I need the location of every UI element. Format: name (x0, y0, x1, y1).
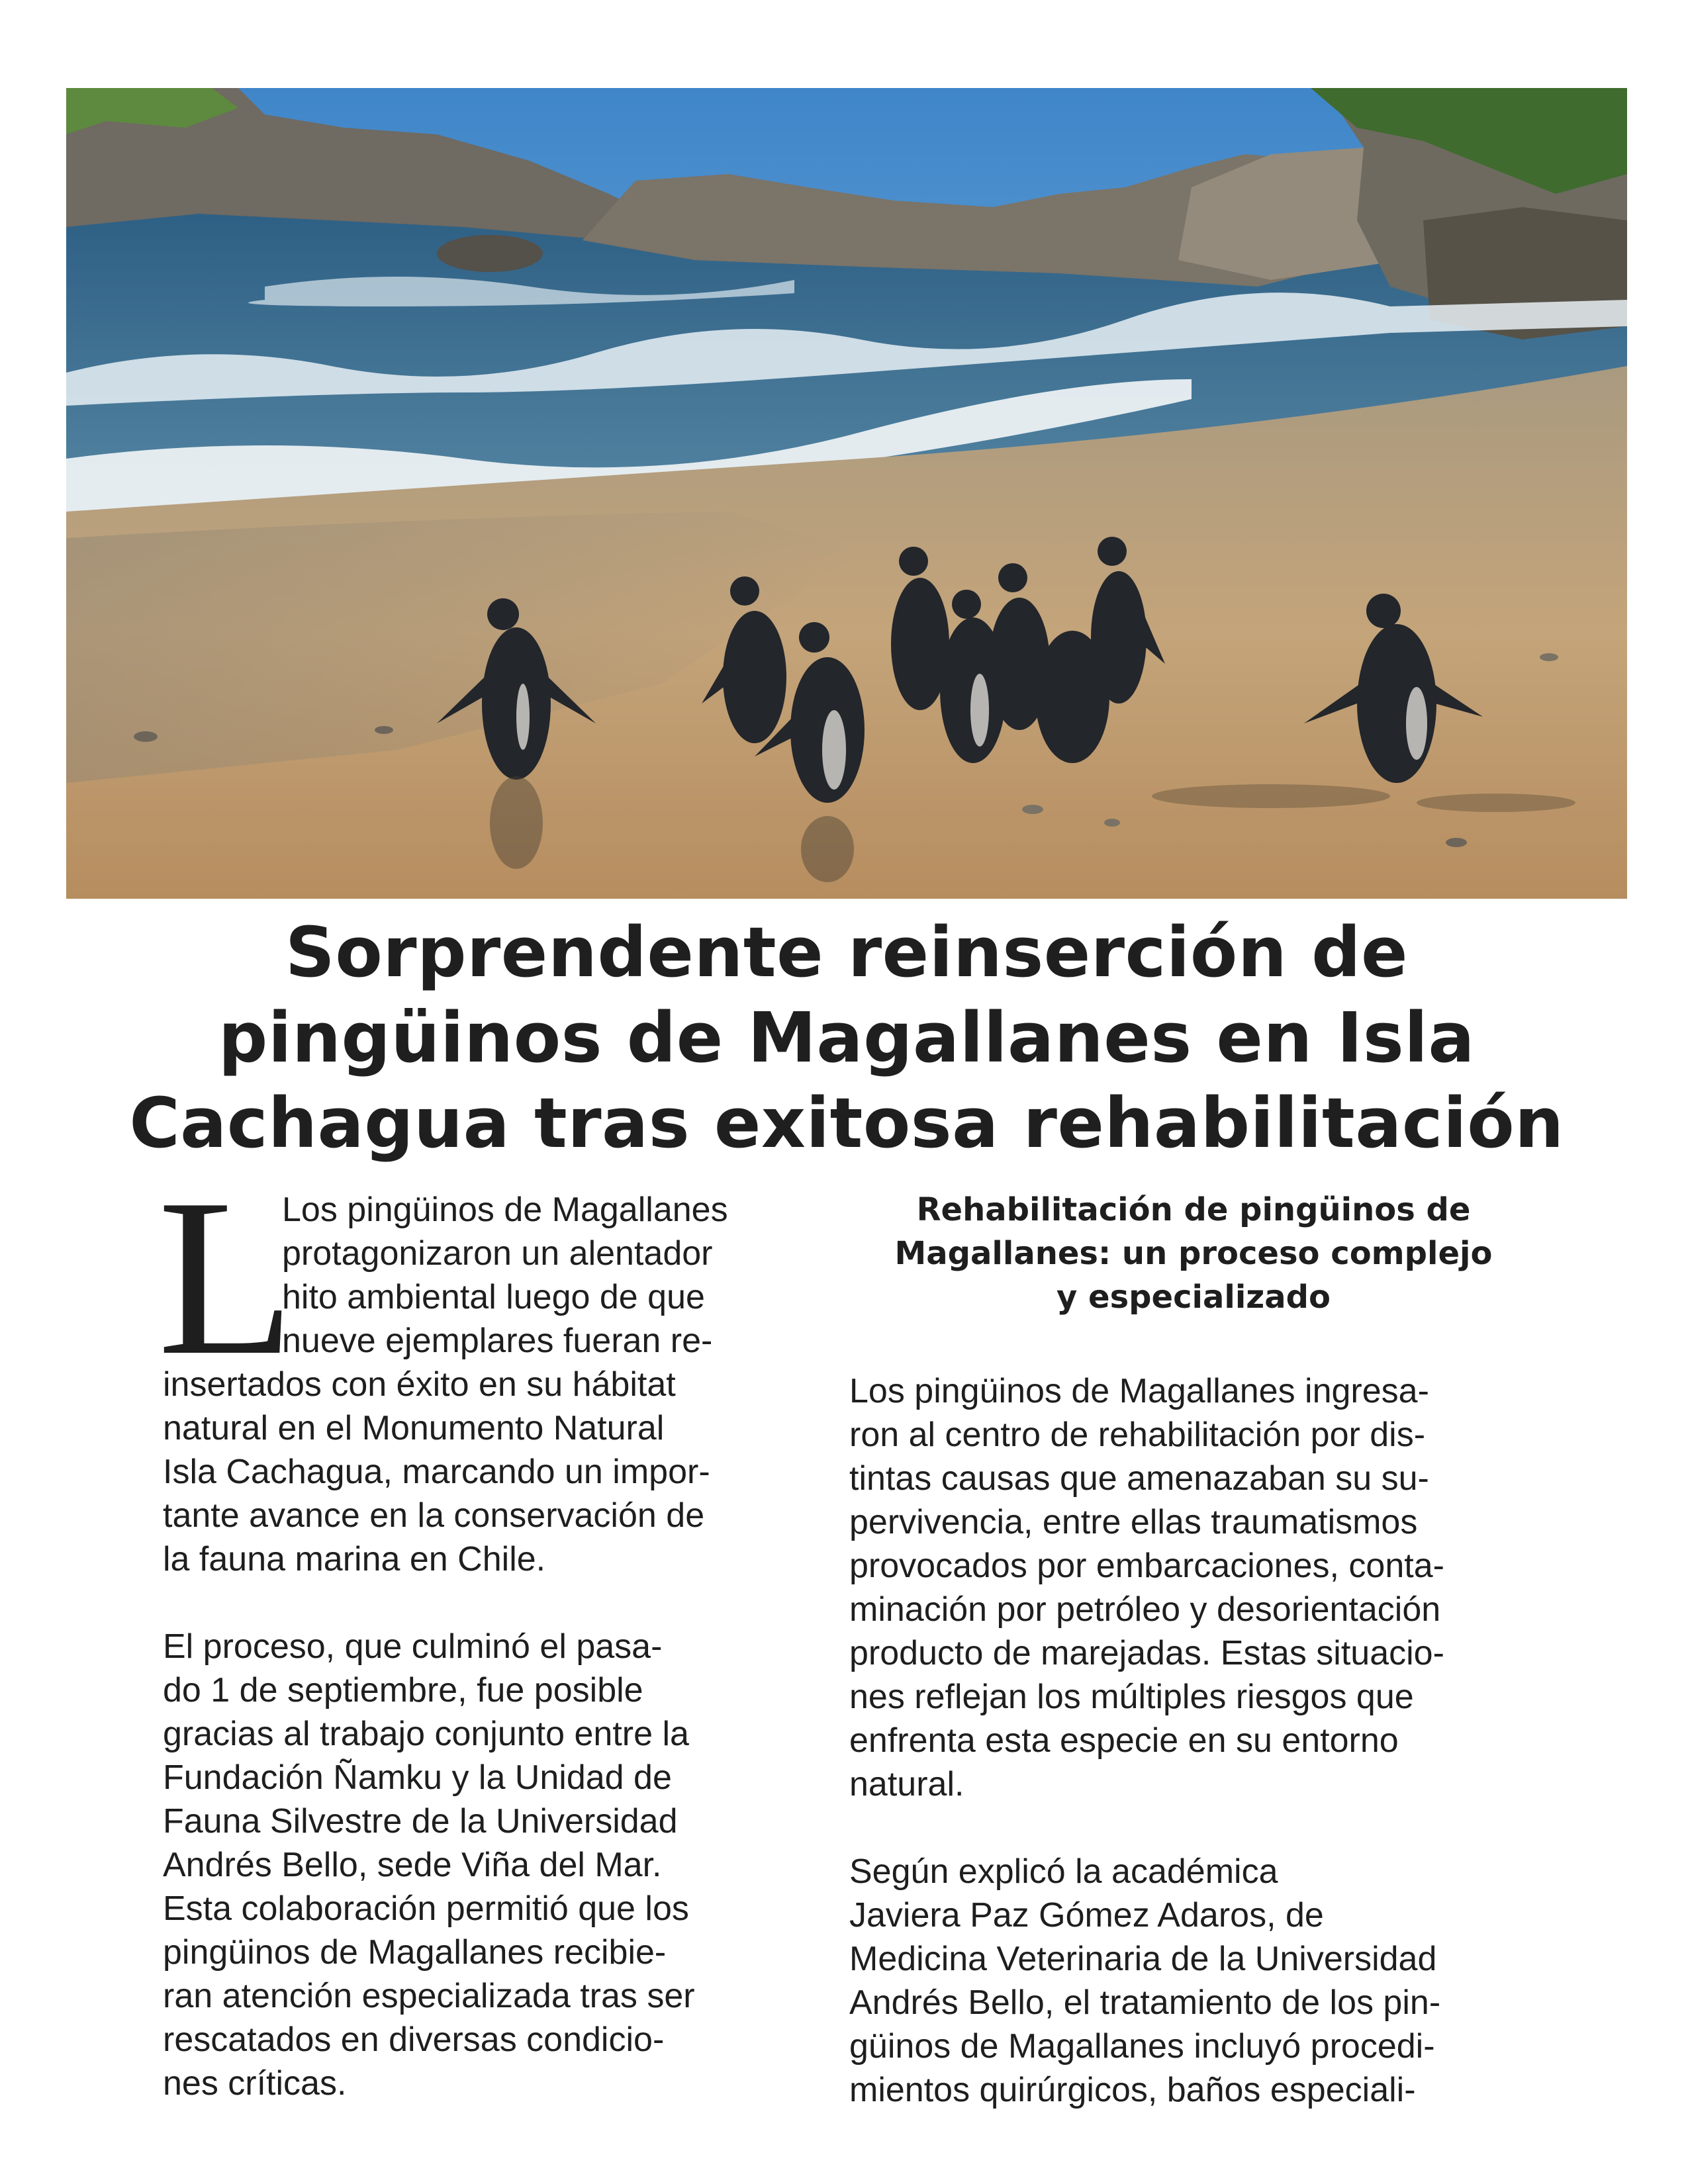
text-line: Fundación Ñamku y la Unidad de (163, 1758, 672, 1797)
text-line: natural. (849, 1765, 964, 1803)
text-line: hito ambiental luego de que (282, 1278, 705, 1316)
text-line: natural en el Monumento Natural (163, 1409, 665, 1447)
paragraph (163, 1188, 782, 1581)
text-line: ron al centro de rehabilitación por dis- (849, 1416, 1426, 1454)
text-line: mientos quirúrgicos, baños especiali- (849, 2071, 1416, 2109)
text-line: Esta colaboración permitió que los (163, 1889, 689, 1928)
text-line: tintas causas que amenazaban su su- (849, 1459, 1429, 1498)
text-line: protagonizaron un alentador (282, 1234, 713, 1273)
text-line: nueve ejemplares fueran re- (282, 1322, 713, 1360)
text-line: Los pingüinos de Magallanes (282, 1191, 728, 1229)
text-line: ran atención especializada tras ser (163, 1977, 695, 2015)
text-line: do 1 de septiembre, fue posible (163, 1671, 643, 1709)
article-headline (66, 910, 1627, 1166)
text-line: Los pingüinos de Magallanes ingresa- (849, 1372, 1429, 1410)
text-line: Andrés Bello, el tratamiento de los pin- (849, 1983, 1441, 2022)
headline-line: Sorprendente reinserción de (285, 912, 1409, 993)
text-line: güinos de Magallanes incluyó procedi- (849, 2027, 1435, 2066)
paragraph (849, 1850, 1538, 2112)
penguins-beach-illustration (66, 88, 1627, 899)
headline-line: pingüinos de Magallanes en Isla (218, 997, 1476, 1078)
subheading-line: Magallanes: un proceso complejo (894, 1235, 1493, 1272)
text-line: pervivencia, entre ellas traumatismos (849, 1503, 1418, 1541)
subheading-line: Rehabilitación de pingüinos de (916, 1191, 1471, 1228)
headline-line: Cachagua tras exitosa rehabilitación (129, 1083, 1564, 1163)
text-line: enfrenta esta especie en su entorno (849, 1721, 1399, 1760)
paragraph (163, 1625, 782, 2105)
text-line: El proceso, que culminó el pasa- (163, 1627, 663, 1666)
text-line: producto de marejadas. Estas situacio- (849, 1634, 1444, 1672)
article-photo (66, 88, 1627, 899)
section-subheading (849, 1188, 1538, 1319)
subheading-line: y especializado (1056, 1279, 1331, 1316)
text-line: Según explicó la académica (849, 1852, 1278, 1891)
text-line: la fauna marina en Chile. (163, 1540, 546, 1578)
text-line: insertados con éxito en su hábitat (163, 1365, 676, 1404)
text-line: Fauna Silvestre de la Universidad (163, 1802, 678, 1841)
paragraph (849, 1369, 1538, 1806)
right-column (849, 1188, 1538, 2112)
text-line: pingüinos de Magallanes recibie- (163, 1933, 667, 1972)
text-line: nes reflejan los múltiples riesgos que (849, 1678, 1414, 1716)
text-line: rescatados en diversas condicio- (163, 2021, 665, 2059)
text-line: gracias al trabajo conjunto entre la (163, 1715, 689, 1753)
text-line: Medicina Veterinaria de la Universidad (849, 1940, 1437, 1978)
text-line: minación por petróleo y desorientación (849, 1590, 1441, 1629)
text-line: Andrés Bello, sede Viña del Mar. (163, 1846, 662, 1884)
left-column (163, 1188, 782, 2105)
text-line: provocados por embarcaciones, conta- (849, 1547, 1444, 1585)
drop-cap: L (158, 1152, 295, 1402)
text-line: tante avance en la conservación de (163, 1496, 705, 1535)
text-line: nes críticas. (163, 2064, 347, 2103)
text-line: Javiera Paz Gómez Adaros, de (849, 1896, 1324, 1934)
text-line: Isla Cachagua, marcando un impor- (163, 1453, 710, 1491)
